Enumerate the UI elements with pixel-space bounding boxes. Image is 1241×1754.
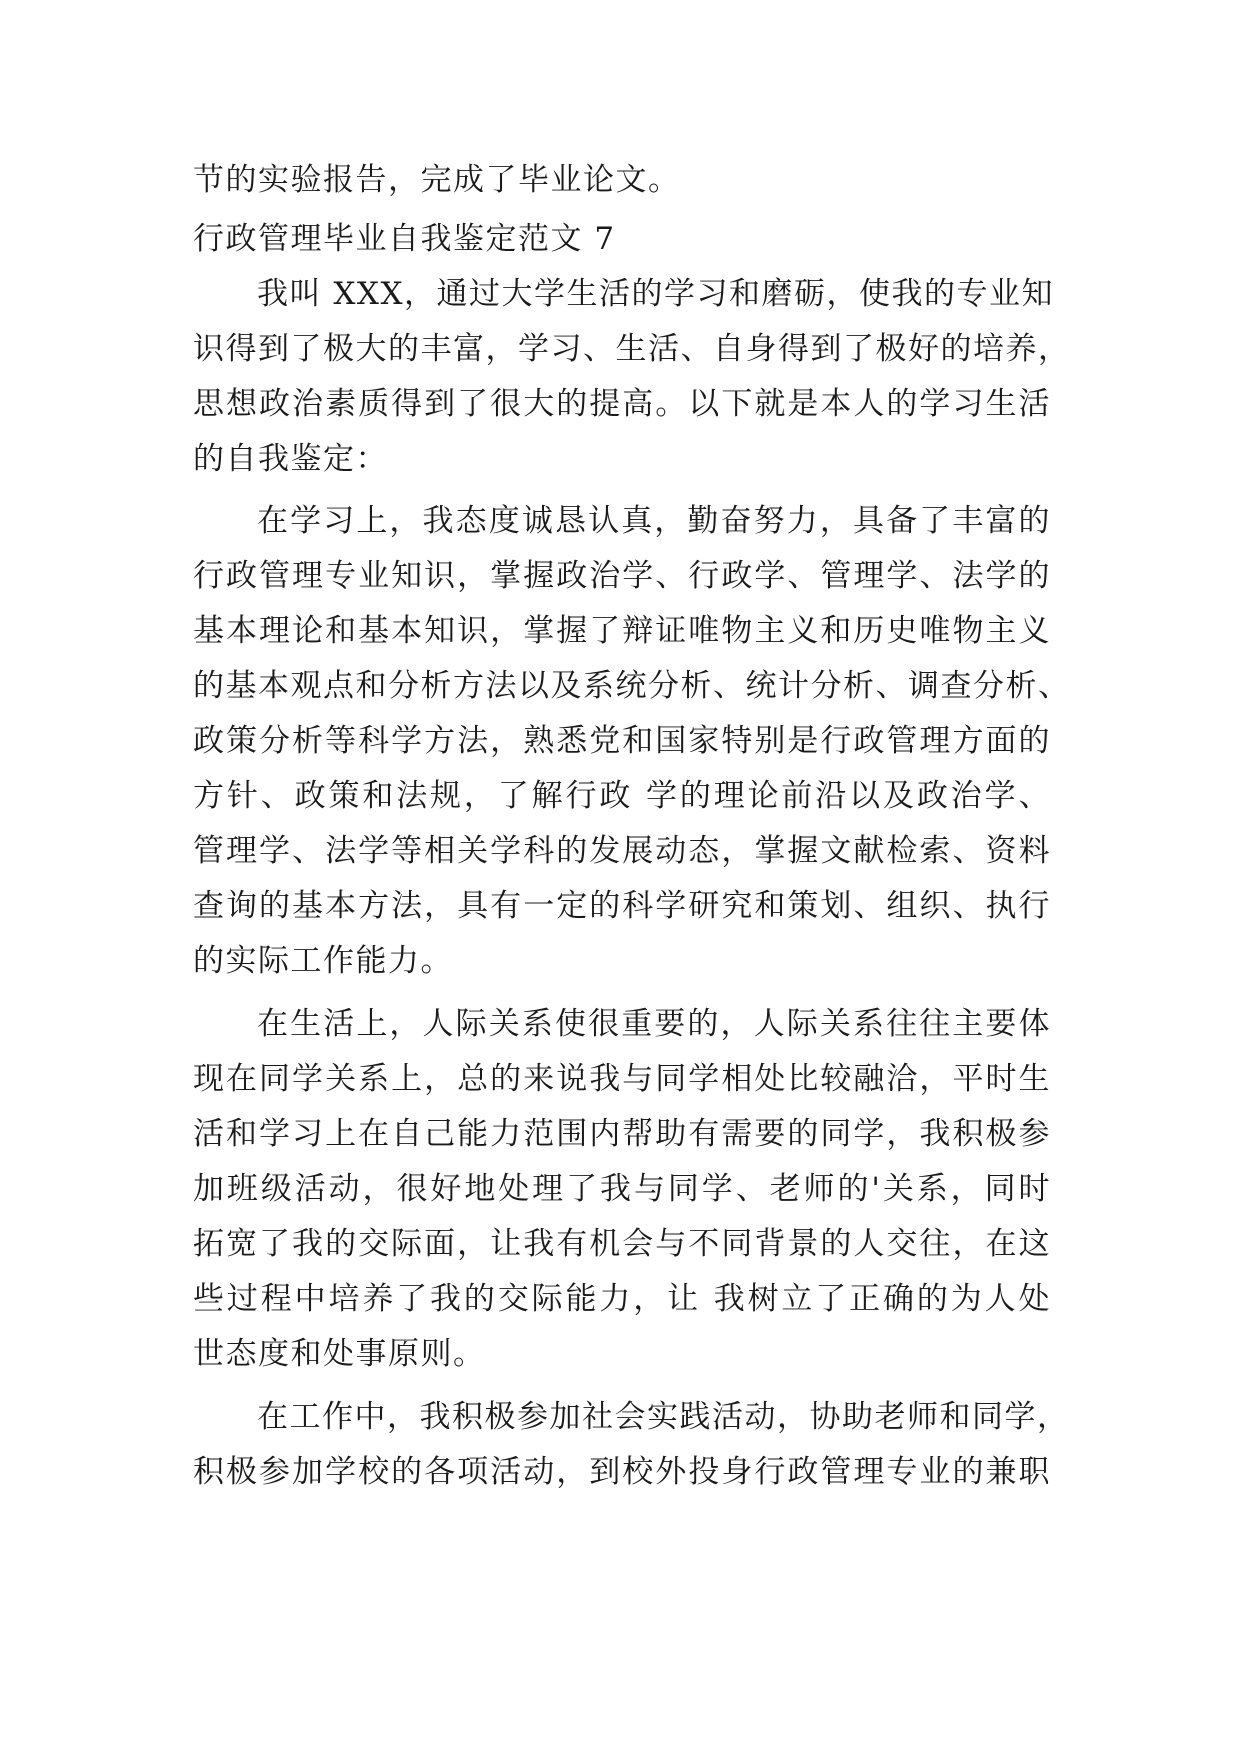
text-line: 节的实验报告，完成了毕业论文。	[193, 162, 681, 198]
text-line: 基本理论和基本知识，掌握了辩证唯物主义和历史唯物主义	[193, 613, 1051, 649]
text-line: 查询的基本方法，具有一定的科学研究和策划、组织、执行	[193, 888, 1051, 924]
text-line: 方针、政策和法规，了解行政 学的理论前沿以及政治学、	[193, 778, 1051, 814]
text-line: 我叫 XXX，通过大学生活的学习和磨砺，使我的专业知	[257, 276, 1055, 312]
text-line: 积极参加学校的各项活动，到校外投身行政管理专业的兼职	[193, 1454, 1051, 1490]
text-line: 现在同学关系上，总的来说我与同学相处比较融洽，平时生	[193, 1061, 1051, 1097]
text-line: 行政管理专业知识，掌握政治学、行政学、管理学、法学的	[193, 558, 1051, 594]
text-line: 些过程中培养了我的交际能力，让 我树立了正确的为人处	[193, 1281, 1051, 1317]
text-line: 的实际工作能力。	[193, 943, 453, 979]
text-line: 政策分析等科学方法，熟悉党和国家特别是行政管理方面的	[193, 723, 1051, 759]
text-line: 在生活上，人际关系使很重要的，人际关系往往主要体	[257, 1006, 1051, 1042]
text-line: 管理学、法学等相关学科的发展动态，掌握文献检索、资料	[193, 833, 1051, 869]
text-line: 在学习上，我态度诚恳认真，勤奋努力，具备了丰富的	[257, 503, 1051, 539]
text-line: 拓宽了我的交际面，让我有机会与不同背景的人交往，在这	[193, 1226, 1051, 1262]
text-line: 世态度和处事原则。	[193, 1336, 486, 1372]
text-line: 的自我鉴定：	[193, 441, 388, 477]
text-line: 的基本观点和分析方法以及系统分析、统计分析、调查分析、	[193, 668, 1071, 704]
text-line: 识得到了极大的丰富，学习、生活、自身得到了极好的培养，	[193, 331, 1071, 367]
text-line: 思想政治素质得到了很大的提高。以下就是本人的学习生活	[193, 386, 1051, 422]
text-line: 在工作中，我积极参加社会实践活动，协助老师和同学，	[257, 1399, 1070, 1435]
text-line: 加班级活动，很好地处理了我与同学、老师的'关系，同时	[193, 1171, 1051, 1207]
section-heading: 行政管理毕业自我鉴定范文 7	[193, 221, 616, 257]
text-line: 活和学习上在自己能力范围内帮助有需要的同学，我积极参	[193, 1116, 1051, 1152]
